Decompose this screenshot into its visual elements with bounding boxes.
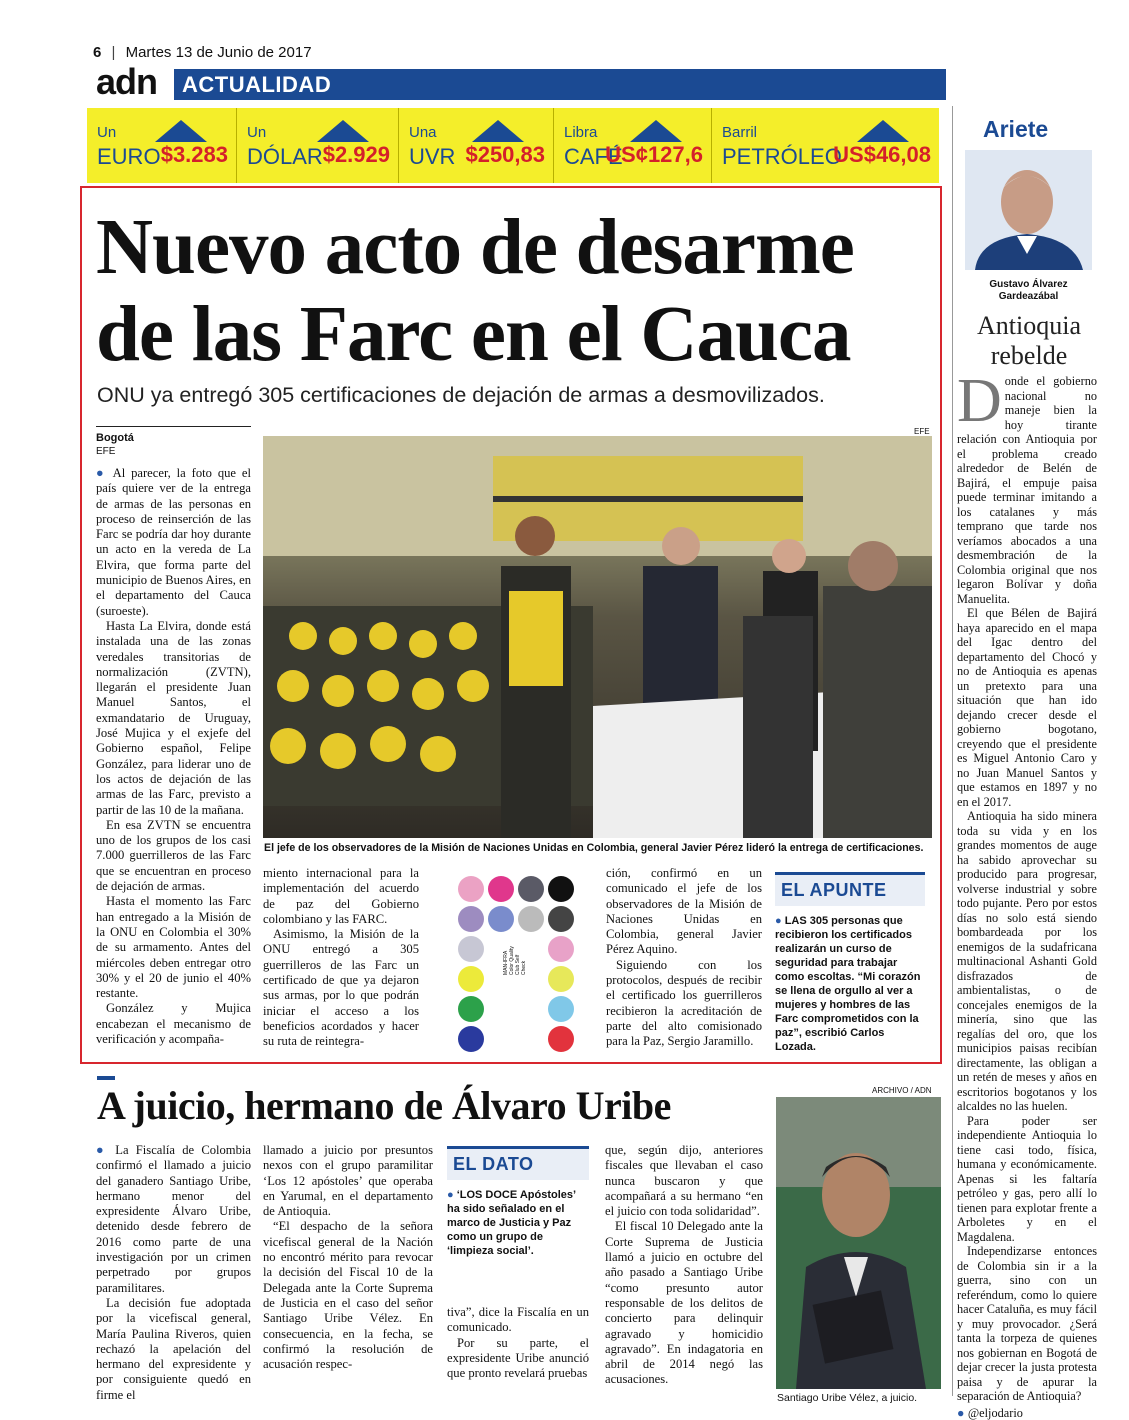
paragraph: Al parecer, la foto que el país quiere ver de la entrega de armas de las personas en proceso de reinserción de las Farc se podría dar hoy durante un acto en la vereda de La Elvira, que forma parte del municipio de Buenos Aires, en el departamento del Cauca (suroeste).	[96, 466, 252, 618]
second-col-2	[263, 1143, 433, 1372]
column-divider	[952, 106, 953, 1396]
dropcap: D	[957, 367, 1002, 435]
author-line-2: Gardeazábal	[998, 291, 1059, 302]
column-title	[960, 311, 1098, 371]
section-title: ACTUALIDAD	[182, 72, 332, 97]
up-arrow-icon	[472, 120, 524, 142]
paragraph: “El despacho de la señora vicefiscal general de la Nación no encontró mérito para revocar la decisión del Fiscal 10 de la Delegada ante la Corte Suprema de Justicia en el caso del señor Santiago Uribe Vélez. En consecuencia, en la fecha, se confirmó la resolución de acusación respec-	[263, 1219, 433, 1372]
color-swatch	[518, 906, 544, 932]
ticker-item	[399, 108, 554, 183]
color-quality-bar	[450, 868, 582, 1050]
column-section: Ariete	[983, 116, 1049, 142]
ticker-item	[87, 108, 237, 183]
photo-caption: El jefe de los observadores de la Misión de Naciones Unidas en Colombia, general Javier Pérez lideró la entrega de certificaciones.	[264, 842, 924, 854]
ticker-item	[237, 108, 399, 183]
paragraph: El que Bélen de Bajirá haya aparecido en el mapa del Igac dentro del departamento del Chocó y no de Antioquia es apenas un pretexto para una situación que han ido dejando crecer desde el gobierno bogotano, creyendo que el presidente es Miguel Antonio Caro y no Juan Manuel Santos y que estamos en 1897 y no en el 2017.	[957, 606, 1097, 809]
color-swatch	[518, 876, 544, 902]
ceremony-photo-graphic	[263, 436, 932, 838]
market-ticker	[87, 108, 939, 183]
apunte-box	[775, 872, 925, 1054]
paragraph: Hasta La Elvira, donde está instalada una de las zonas veredales transitorias de normalización (ZVTN), llegarán el presidente Juan Manuel Santos, el exmandatario de Uruguay, José Mujica y el exjefe del Gobierno español, Felipe González, para liderar uno de los actos de dejación de las armas de las Farc, previsto a partir de las 10 de la mañana.	[96, 618, 251, 817]
second-headline: A juicio, hermano de Álvaro Uribe	[97, 1083, 671, 1128]
paragraph: onde el gobierno nacional no maneje bien la hoy tirante relación con Antioquia por el problema creado alrededor de Belén de Bajirá, el empuje paisa puede terminar imitando a los catalanes y más temprano que tarde nos veríamos abocados a una desmembración de la Colombia original que nos legaron Bolívar y doña Manuelita.	[957, 374, 1097, 606]
up-arrow-icon	[630, 120, 682, 142]
title-line-1: Antioquia	[977, 311, 1081, 340]
bullet-icon: ●	[96, 466, 113, 480]
paragraph: Para poder ser independiente Antioquia lo tiene casi todo, física, humana y económicamente. Apenas si les faltaría petróleo y gas, pero allí lo tienen para explotar frente a Arboletes y en el Magdalena.	[957, 1113, 1097, 1244]
paragraph: tiva”, dice la Fiscalía en un comunicado.	[447, 1305, 589, 1335]
color-swatch	[458, 996, 484, 1022]
color-swatch	[548, 906, 574, 932]
headline-line-2: de las Farc en el Cauca	[96, 291, 851, 378]
bullet-icon: ●	[775, 915, 785, 927]
paragraph: Independizarse entonces de Colombia sin ir a la guerra, sino con un referéndum, como lo quiere hacer Cataluña, es muy fácil y muy provocador. ¿Será tanta la torpeza de quienes nos gobiernan en Bogotá de dejar crecer la justa protesta paisa y de apurar la separación de Antioquia?	[957, 1244, 1097, 1403]
paragraph: La Fiscalía de Colombia confirmó el llamado a juicio del ganadero Santiago Uribe, hermano menor del expresidente Álvaro Uribe, detenido desde febrero de 2016 como parte de una investigación por un crimen perpetrado por grupos paramilitares.	[96, 1143, 251, 1295]
paragraph: En esa ZVTN se encuentra uno de los grupos de los casi 7.000 guerrilleros de las Farc que se encuentran en proceso de dejación de armas.	[96, 817, 251, 894]
main-col-1	[96, 466, 251, 1047]
second-col-4	[605, 1143, 763, 1388]
paragraph: Por su parte, el expresidente Uribe anunció que pronto revelará pruebas	[447, 1335, 589, 1381]
up-arrow-icon	[317, 120, 369, 142]
second-col-1	[96, 1143, 251, 1403]
ceremony-photo	[263, 436, 932, 838]
agency: EFE	[96, 446, 116, 457]
columnist-name	[965, 279, 1092, 303]
paragraph: González y Mujica encabezan el mecanismo de verificación y acompaña-	[96, 1001, 251, 1046]
main-col-2	[263, 866, 419, 1050]
paragraph: Siguiendo con los protocolos, después de recibir el certificado los guerrilleros recibieron la acreditación de parte del alto comisionado para la Paz, Sergio Jaramillo.	[606, 957, 762, 1049]
ticker-value: US¢127,6	[605, 142, 703, 167]
apunte-body: personas que recibieron los certificados realizarán un curso de seguridad para trabajar como escoltas. “Mi corazón se llena de orgullo al ver a mujeres y hombres de las Farc comprometidos con la paz”, escribió Carlos Lozada.	[775, 915, 921, 1053]
column-body	[957, 367, 1097, 1420]
photo-credit: ARCHIVO / ADN	[872, 1086, 932, 1095]
paragraph: llamado a juicio por presuntos nexos con el grupo paramilitar ‘Los 12 apóstoles’ que operaba en Yarumal, en el departamento de Antioquia.	[263, 1143, 433, 1219]
ticker-unit: Libra	[564, 124, 598, 141]
ticker-name: EURO	[97, 144, 161, 169]
main-headline	[96, 204, 936, 378]
author-line-1: Gustavo Álvarez	[989, 279, 1068, 290]
ticker-unit: Barril	[722, 124, 758, 141]
accent-bar	[97, 1076, 115, 1080]
twitter-handle: @eljodario	[967, 1405, 1023, 1420]
columnist-photo	[965, 150, 1092, 270]
page-header: 6 | Martes 13 de Junio de 2017	[93, 44, 312, 61]
color-swatch	[458, 936, 484, 962]
ticker-item	[712, 108, 939, 183]
paragraph: miento internacional para la implementación del acuerdo de paz del Gobierno colombiano y las FARC.	[263, 866, 419, 926]
photo-credit: EFE	[914, 427, 930, 436]
ticker-name: DÓLAR	[247, 144, 323, 169]
ticker-name: PETRÓLEO	[722, 144, 842, 169]
paragraph: Asimismo, la Misión de la ONU entregó a 305 guerrilleros de las Farc un certificado de que ya dejaron sus armas, por lo que podrán iniciar el acceso a los beneficios acordados y hacer su ruta de reintegra-	[263, 927, 419, 1049]
color-swatch	[488, 876, 514, 902]
ticker-name: CAFÉ	[564, 144, 623, 169]
paragraph: La decisión fue adoptada por la vicefiscal general, María Paulina Riveros, quien rechazó la apelación del hermano del expresidente y por consiguiente quedó en firme el	[96, 1295, 251, 1402]
section-bar	[174, 69, 946, 100]
paragraph: El fiscal 10 Delegado ante la Corte Suprema de Justicia llamó a juicio en octubre del año pasado a Santiago Uribe “como presunto autor responsable de los delitos de concierto para delinquir agravado y homicidio agravado”. En indagatoria en abril de 2014 negó las acusaciones.	[605, 1219, 763, 1387]
bullet-icon: ●	[96, 1143, 116, 1157]
ticker-unit: Un	[247, 124, 267, 141]
columnist-portrait-graphic	[965, 150, 1092, 270]
color-swatch	[458, 876, 484, 902]
main-subhead: ONU ya entregó 305 certificaciones de dejación de armas a desmovilizados.	[97, 383, 825, 407]
ticker-value: $3.283	[160, 142, 228, 167]
bullet-icon: ●	[957, 1405, 968, 1420]
up-arrow-icon	[155, 120, 207, 142]
divider	[96, 426, 251, 427]
headline-line-1: Nuevo acto de desarme	[96, 204, 854, 291]
main-col-3	[606, 866, 762, 1050]
bullet-icon: ●	[447, 1189, 457, 1201]
ticker-name: UVR	[409, 144, 456, 169]
color-swatch	[548, 936, 574, 962]
paragraph: ción, confirmó en un comunicado el jefe de los observadores de la Misión de Naciones Unidas en Colombia, general Javier Pérez Aquino.	[606, 866, 762, 957]
paragraph: Hasta el momento las Farc han entregado a la Misión de la ONU en Colombia el 30% de su armamento. Antes del miércoles deben entregar otro 30% y el 20 de junio el 40% restante.	[96, 894, 251, 1001]
dato-body: Apóstoles’ ha sido señalado en el marco de Justicia y Paz como un grupo de ‘limpieza social’.	[447, 1189, 576, 1257]
color-swatch	[548, 876, 574, 902]
ticker-item	[554, 108, 712, 183]
apunte-title: EL APUNTE	[775, 872, 925, 906]
dato-lead: ‘LOS DOCE	[456, 1189, 518, 1201]
apunte-lead: LAS 305	[784, 915, 829, 927]
dateline: Bogotá	[96, 432, 134, 444]
brand-logo: adn	[96, 61, 158, 102]
photo-caption: Santiago Uribe Vélez, a juicio.	[777, 1392, 918, 1404]
color-swatch	[458, 966, 484, 992]
paragraph: que, según dijo, anteriores fiscales que llevaban el caso nunca buscaron y que acompañará a su hermano “en el juicio con toda solidaridad”.	[605, 1143, 763, 1219]
dato-box	[447, 1146, 589, 1258]
ticker-unit: Un	[97, 124, 117, 141]
page-number: 6	[93, 44, 102, 61]
paragraph: Antioquia ha sido minera toda su vida y en los grandes momentos de auge ha sabido aprovechar su producido para progresar, volverse industrial y sobre todo pujante. Pero por estos días no solo está siendo bombardeada por los enemigos de la sudafricana multinacional Ashanti Gold disfrazados de ambientalistas, o de concejales enemigos de la minería, sino que las regalías del oro, que los municipios paisas recibían directamente, las obligan a un retén de meses y años en escritorios bogotanos y los alcaldes no las huelen.	[957, 809, 1097, 1113]
uribe-photo-graphic	[776, 1097, 941, 1389]
color-swatch	[548, 966, 574, 992]
uribe-photo	[776, 1097, 941, 1389]
color-swatch	[458, 906, 484, 932]
color-swatch	[488, 906, 514, 932]
color-swatch	[548, 1026, 574, 1052]
ticker-value: $2.929	[322, 142, 390, 167]
title-line-2: rebelde	[990, 341, 1068, 370]
second-col-3	[447, 1305, 589, 1381]
colorbar-label: MAN-IFRA Color Quality Club Self Check	[503, 946, 527, 975]
ticker-value: US$46,08	[833, 142, 931, 167]
up-arrow-icon	[857, 120, 909, 142]
dato-title: EL DATO	[447, 1146, 589, 1180]
issue-date: Martes 13 de Junio de 2017	[125, 44, 312, 61]
ticker-unit: Una	[409, 124, 437, 141]
color-swatch	[458, 1026, 484, 1052]
color-swatch	[548, 996, 574, 1022]
ticker-value: $250,83	[465, 142, 545, 167]
apunte-text	[775, 914, 925, 1054]
dato-text	[447, 1188, 589, 1258]
